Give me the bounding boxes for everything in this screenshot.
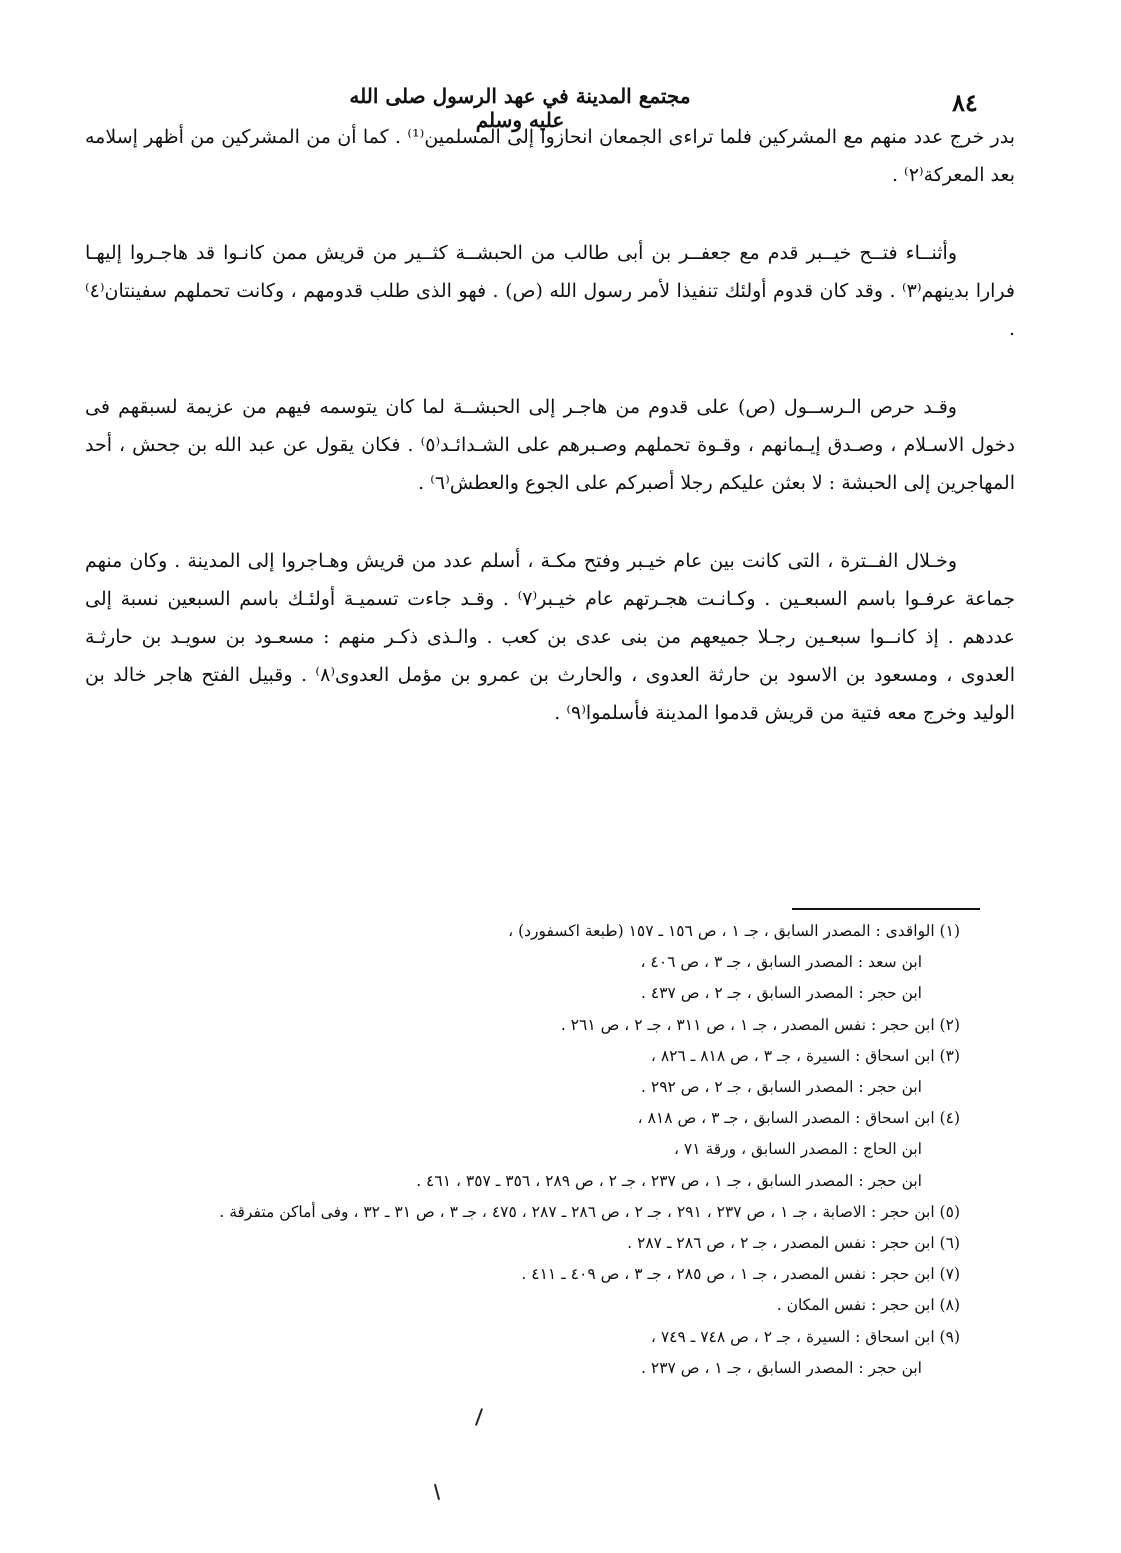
footnote-line: (٥) ابن حجر : الاصابة ، جـ ١ ، ص ٢٣٧ ، ٢٩١ ، جـ ٢ ، ص ٢٨٦ ـ ٢٨٧ ، ٤٧٥ ، جـ ٣ ، ص ٣١ ـ ٣٢ ، وفى أماكن متفرقة . [219, 1202, 960, 1221]
footnote-line: ابن حجر : المصدر السابق ، جـ ٢ ، ص ٢٩٢ . [641, 1078, 922, 1097]
paragraph: وقـد حرص الـرســول (ص) على قدوم من هاجـر إلى الحبشــة لما كان يتوسمه فيهم من عزيمة لسبقهم فى دخول الاسـلام ، وصـدق إيـمانهم ، وقـوة تحملهم وصـبرهم على الشـدائـد⁽٥⁾ . فكان يقول عن عبد الله بن جحش ، أحد المهاجرين إلى الحبشة : لا بعثن عليكم رجلا أصبركم على الجوع والعطش⁽٦⁾ . [85, 396, 1015, 494]
footnote-line: ابن سعد : المصدر السابق ، جـ ٣ ، ص ٤٠٦ ، [640, 953, 922, 972]
paragraph: وخـلال الفــترة ، التى كانت بين عام خيـبر وفتح مكـة ، أسلم عدد من قريش وهـاجروا إلى المدينة . وكان منهم جماعة عرفـوا باسم السبعـين . وكـانـت هجـرتهم عام خيـبر⁽٧⁾ . وقـد جاءت تسميـة أولئـك باسم السبعين نسبة إلى عددهم . إذ كانــوا سبعـين رجـلا جميعهم من بنى عدى بن كعب . والـذى ذكـر منهم : مسعـود بن سويـد بن حارثـة العدوى ، ومسعود بن الاسود بن حارثة العدوى ، والحارث بن عمرو بن مؤمل العدوى⁽٨⁾ . وقبيل الفتح هاجر خالد بن الوليد وخرج معه فتية من قريش قدموا المدينة فأسلموا⁽٩⁾ . [85, 550, 1015, 724]
footnote-line: (٧) ابن حجر : نفس المصدر ، جـ ١ ، ص ٢٨٥ ، جـ ٣ ، ص ٤٠٩ ـ ٤١١ . [521, 1265, 960, 1284]
footnote-line: ابن حجر : المصدر السابق ، جـ ٢ ، ص ٤٣٧ . [641, 984, 922, 1003]
footnote-line: (٦) ابن حجر : نفس المصدر ، جـ ٢ ، ص ٢٨٦ ـ ٢٨٧ . [627, 1234, 960, 1253]
footnote-line: (٩) ابن اسحاق : السيرة ، جـ ٢ ، ص ٧٤٨ ـ ٧٤٩ ، [650, 1327, 960, 1346]
footnote-line: (٢) ابن حجر : نفس المصدر ، جـ ١ ، ص ٣١١ ، جـ ٢ ، ص ٢٦١ . [560, 1015, 960, 1034]
footnote-separator [792, 908, 980, 910]
footnotes [60, 916, 960, 1384]
scan-mark [434, 1484, 440, 1500]
running-header-title: مجتمع المدينة في عهد الرسول صلى الله عليه وسلم [349, 84, 691, 132]
body-text [85, 118, 1015, 772]
paragraph: وأثنــاء فتــح خيــبر قدم مع جعفــر بن أبى طالب من الحبشــة كثــير من قريش ممن كانـوا قد هاجـروا إليهـا فرارا بدينهم⁽٣⁾ . وقد كان قدوم أولئك تنفيذا لأمر رسول الله (ص) . فهو الذى طلب قدومهم ، وكانت تحملهم سفينتان⁽٤⁾ . [85, 242, 1015, 340]
footnote-line: ابن الحاج : المصدر السابق ، ورقة ٧١ ، [673, 1140, 922, 1159]
page-number: ٨٤ [952, 88, 978, 117]
footnote-line: (٤) ابن اسحاق : المصدر السابق ، جـ ٣ ، ص ٨١٨ ، [637, 1109, 960, 1128]
footnote-line: (٨) ابن حجر : نفس المكان . [776, 1296, 960, 1315]
footnote-line: ابن حجر : المصدر السابق ، جـ ١ ، ص ٢٣٧ . [641, 1358, 922, 1377]
footnote-line: (١) الواقدى : المصدر السابق ، جـ ١ ، ص ١٥٦ ـ ١٥٧ (طبعة اكسفورد) ، [508, 922, 960, 940]
scan-mark [475, 1408, 483, 1426]
page-header [0, 80, 1121, 132]
paragraph: بدر خرج عدد منهم مع المشركين فلما تراءى الجمعان انحازوا إلى المسلمين⁽¹⁾ . كما أن من المشركين من أظهر إسلامه بعد المعركة⁽٢⁾ . [85, 126, 1015, 186]
footnote-line: ابن حجر : المصدر السابق ، جـ ١ ، ص ٢٣٧ ، جـ ٢ ، ص ٢٨٩ ، ٣٥٦ ـ ٣٥٧ ، ٤٦١ . [416, 1171, 922, 1190]
footnote-line: (٣) ابن اسحاق : السيرة ، جـ ٣ ، ص ٨١٨ ـ ٨٢٦ ، [650, 1046, 960, 1065]
